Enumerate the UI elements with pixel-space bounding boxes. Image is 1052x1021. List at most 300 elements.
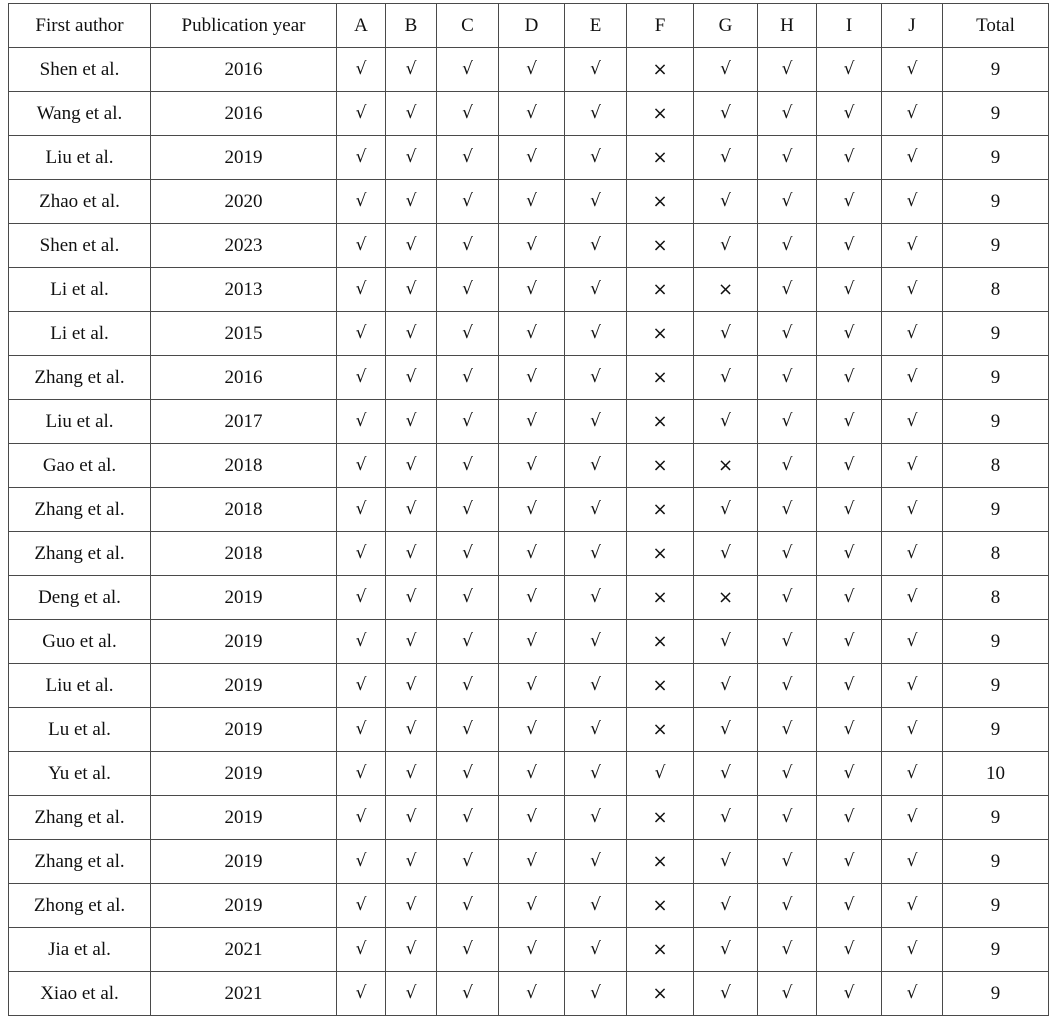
table-row [9,576,1049,620]
check-mark-icon-c: √ [437,356,499,400]
check-mark-icon-j: √ [882,444,943,488]
check-mark-icon-i: √ [817,928,882,972]
check-mark-icon-j: √ [882,576,943,620]
check-mark-icon-e: √ [565,620,627,664]
check-mark-icon-h: √ [758,532,817,576]
check-mark-icon-b: √ [386,752,437,796]
check-mark-icon-j: √ [882,488,943,532]
first-author-cell: Li et al. [9,312,151,356]
check-mark-icon-i: √ [817,532,882,576]
check-mark-icon-a: √ [337,752,386,796]
check-mark-icon-b: √ [386,48,437,92]
header-criterion-h: H [758,4,817,48]
header-criterion-f: F [627,4,694,48]
check-mark-icon-c: √ [437,928,499,972]
check-mark-icon-h: √ [758,48,817,92]
check-mark-icon-a: √ [337,48,386,92]
publication-year-cell: 2019 [151,884,337,928]
check-mark-icon-d: √ [499,532,565,576]
cross-mark-icon-f: × [627,532,694,576]
check-mark-icon-g: √ [694,928,758,972]
check-mark-icon-g: √ [694,136,758,180]
check-mark-icon-a: √ [337,576,386,620]
check-mark-icon-d: √ [499,796,565,840]
check-mark-icon-e: √ [565,796,627,840]
check-mark-icon-e: √ [565,488,627,532]
publication-year-cell: 2016 [151,356,337,400]
check-mark-icon-d: √ [499,180,565,224]
table-row [9,796,1049,840]
check-mark-icon-h: √ [758,180,817,224]
check-mark-icon-j: √ [882,532,943,576]
check-mark-icon-d: √ [499,576,565,620]
total-score-cell: 9 [943,92,1049,136]
publication-year-cell: 2016 [151,48,337,92]
total-score-cell: 10 [943,752,1049,796]
check-mark-icon-g: √ [694,752,758,796]
check-mark-icon-d: √ [499,268,565,312]
total-score-cell: 9 [943,708,1049,752]
check-mark-icon-c: √ [437,268,499,312]
check-mark-icon-b: √ [386,620,437,664]
total-score-cell: 9 [943,312,1049,356]
total-score-cell: 8 [943,576,1049,620]
publication-year-cell: 2016 [151,92,337,136]
check-mark-icon-b: √ [386,356,437,400]
total-score-cell: 8 [943,532,1049,576]
check-mark-icon-i: √ [817,312,882,356]
cross-mark-icon-f: × [627,620,694,664]
cross-mark-icon-f: × [627,576,694,620]
first-author-cell: Jia et al. [9,928,151,972]
check-mark-icon-b: √ [386,840,437,884]
total-score-cell: 9 [943,488,1049,532]
check-mark-icon-d: √ [499,92,565,136]
check-mark-icon-g: √ [694,180,758,224]
check-mark-icon-h: √ [758,664,817,708]
cross-mark-icon-f: × [627,444,694,488]
table-row [9,752,1049,796]
check-mark-icon-c: √ [437,180,499,224]
cross-mark-icon-f: × [627,312,694,356]
check-mark-icon-e: √ [565,884,627,928]
check-mark-icon-g: √ [694,708,758,752]
check-mark-icon-i: √ [817,444,882,488]
table-row [9,268,1049,312]
check-mark-icon-j: √ [882,136,943,180]
check-mark-icon-j: √ [882,312,943,356]
table-row [9,840,1049,884]
check-mark-icon-e: √ [565,356,627,400]
check-mark-icon-a: √ [337,92,386,136]
cross-mark-icon-f: × [627,884,694,928]
check-mark-icon-i: √ [817,576,882,620]
total-score-cell: 8 [943,268,1049,312]
check-mark-icon-a: √ [337,928,386,972]
first-author-cell: Zhang et al. [9,840,151,884]
cross-mark-icon-f: × [627,224,694,268]
check-mark-icon-i: √ [817,972,882,1016]
publication-year-cell: 2018 [151,444,337,488]
cross-mark-icon-g: × [694,268,758,312]
publication-year-cell: 2021 [151,928,337,972]
check-mark-icon-d: √ [499,400,565,444]
check-mark-icon-g: √ [694,92,758,136]
check-mark-icon-b: √ [386,972,437,1016]
cross-mark-icon-f: × [627,488,694,532]
check-mark-icon-j: √ [882,180,943,224]
first-author-cell: Li et al. [9,268,151,312]
publication-year-cell: 2021 [151,972,337,1016]
check-mark-icon-b: √ [386,664,437,708]
publication-year-cell: 2019 [151,752,337,796]
check-mark-icon-j: √ [882,224,943,268]
check-mark-icon-b: √ [386,180,437,224]
total-score-cell: 9 [943,796,1049,840]
table-row [9,444,1049,488]
total-score-cell: 9 [943,356,1049,400]
total-score-cell: 9 [943,400,1049,444]
total-score-cell: 8 [943,444,1049,488]
check-mark-icon-c: √ [437,840,499,884]
cross-mark-icon-f: × [627,664,694,708]
header-row [9,4,1049,48]
check-mark-icon-b: √ [386,884,437,928]
check-mark-icon-i: √ [817,752,882,796]
total-score-cell: 9 [943,840,1049,884]
total-score-cell: 9 [943,884,1049,928]
check-mark-icon-h: √ [758,840,817,884]
total-score-cell: 9 [943,972,1049,1016]
check-mark-icon-e: √ [565,312,627,356]
table-row [9,532,1049,576]
check-mark-icon-c: √ [437,972,499,1016]
check-mark-icon-e: √ [565,752,627,796]
check-mark-icon-j: √ [882,840,943,884]
check-mark-icon-j: √ [882,752,943,796]
check-mark-icon-e: √ [565,268,627,312]
check-mark-icon-h: √ [758,356,817,400]
header-criterion-b: B [386,4,437,48]
table-row [9,972,1049,1016]
first-author-cell: Zhang et al. [9,532,151,576]
check-mark-icon-h: √ [758,708,817,752]
check-mark-icon-g: √ [694,796,758,840]
check-mark-icon-g: √ [694,664,758,708]
check-mark-icon-h: √ [758,224,817,268]
check-mark-icon-h: √ [758,488,817,532]
check-mark-icon-i: √ [817,268,882,312]
table-row [9,400,1049,444]
check-mark-icon-i: √ [817,488,882,532]
first-author-cell: Zhang et al. [9,488,151,532]
check-mark-icon-h: √ [758,400,817,444]
check-mark-icon-j: √ [882,708,943,752]
publication-year-cell: 2019 [151,664,337,708]
check-mark-icon-e: √ [565,136,627,180]
total-score-cell: 9 [943,48,1049,92]
check-mark-icon-g: √ [694,884,758,928]
cross-mark-icon-f: × [627,972,694,1016]
check-mark-icon-j: √ [882,400,943,444]
check-mark-icon-c: √ [437,136,499,180]
check-mark-icon-g: √ [694,840,758,884]
check-mark-icon-d: √ [499,312,565,356]
check-mark-icon-i: √ [817,180,882,224]
publication-year-cell: 2019 [151,136,337,180]
check-mark-icon-a: √ [337,136,386,180]
check-mark-icon-b: √ [386,268,437,312]
check-mark-icon-e: √ [565,400,627,444]
check-mark-icon-j: √ [882,356,943,400]
publication-year-cell: 2019 [151,620,337,664]
publication-year-cell: 2013 [151,268,337,312]
table-row [9,708,1049,752]
check-mark-icon-d: √ [499,752,565,796]
table-row [9,928,1049,972]
cross-mark-icon-f: × [627,796,694,840]
check-mark-icon-e: √ [565,708,627,752]
cross-mark-icon-f: × [627,840,694,884]
check-mark-icon-i: √ [817,92,882,136]
check-mark-icon-c: √ [437,796,499,840]
check-mark-icon-e: √ [565,664,627,708]
check-mark-icon-c: √ [437,92,499,136]
check-mark-icon-g: √ [694,532,758,576]
first-author-cell: Guo et al. [9,620,151,664]
check-mark-icon-c: √ [437,488,499,532]
publication-year-cell: 2018 [151,532,337,576]
check-mark-icon-a: √ [337,268,386,312]
check-mark-icon-i: √ [817,620,882,664]
total-score-cell: 9 [943,224,1049,268]
check-mark-icon-h: √ [758,972,817,1016]
check-mark-icon-c: √ [437,752,499,796]
cross-mark-icon-g: × [694,576,758,620]
check-mark-icon-c: √ [437,884,499,928]
publication-year-cell: 2019 [151,840,337,884]
check-mark-icon-c: √ [437,532,499,576]
check-mark-icon-c: √ [437,48,499,92]
check-mark-icon-a: √ [337,312,386,356]
check-mark-icon-i: √ [817,840,882,884]
table-row [9,48,1049,92]
check-mark-icon-h: √ [758,884,817,928]
check-mark-icon-a: √ [337,664,386,708]
check-mark-icon-c: √ [437,620,499,664]
first-author-cell: Liu et al. [9,664,151,708]
check-mark-icon-b: √ [386,400,437,444]
check-mark-icon-e: √ [565,928,627,972]
cross-mark-icon-f: × [627,92,694,136]
check-mark-icon-j: √ [882,972,943,1016]
check-mark-icon-h: √ [758,576,817,620]
header-total: Total [943,4,1049,48]
first-author-cell: Zhang et al. [9,356,151,400]
check-mark-icon-e: √ [565,224,627,268]
check-mark-icon-c: √ [437,576,499,620]
check-mark-icon-e: √ [565,180,627,224]
check-mark-icon-b: √ [386,796,437,840]
check-mark-icon-d: √ [499,48,565,92]
publication-year-cell: 2018 [151,488,337,532]
total-score-cell: 9 [943,136,1049,180]
first-author-cell: Liu et al. [9,136,151,180]
check-mark-icon-g: √ [694,312,758,356]
check-mark-icon-d: √ [499,840,565,884]
first-author-cell: Deng et al. [9,576,151,620]
publication-year-cell: 2023 [151,224,337,268]
first-author-cell: Xiao et al. [9,972,151,1016]
check-mark-icon-a: √ [337,356,386,400]
check-mark-icon-e: √ [565,532,627,576]
check-mark-icon-a: √ [337,444,386,488]
total-score-cell: 9 [943,180,1049,224]
publication-year-cell: 2015 [151,312,337,356]
check-mark-icon-g: √ [694,972,758,1016]
check-mark-icon-c: √ [437,708,499,752]
table-row [9,136,1049,180]
check-mark-icon-e: √ [565,48,627,92]
check-mark-icon-i: √ [817,400,882,444]
check-mark-icon-b: √ [386,224,437,268]
cross-mark-icon-f: × [627,268,694,312]
table-row [9,620,1049,664]
first-author-cell: Lu et al. [9,708,151,752]
check-mark-icon-a: √ [337,884,386,928]
check-mark-icon-g: √ [694,620,758,664]
check-mark-icon-e: √ [565,576,627,620]
check-mark-icon-e: √ [565,92,627,136]
check-mark-icon-e: √ [565,444,627,488]
check-mark-icon-h: √ [758,620,817,664]
check-mark-icon-a: √ [337,180,386,224]
header-publication-year: Publication year [151,4,337,48]
check-mark-icon-c: √ [437,664,499,708]
table-row [9,488,1049,532]
first-author-cell: Zhao et al. [9,180,151,224]
check-mark-icon-b: √ [386,532,437,576]
check-mark-icon-g: √ [694,48,758,92]
check-mark-icon-a: √ [337,620,386,664]
header-criterion-i: I [817,4,882,48]
check-mark-icon-b: √ [386,312,437,356]
check-mark-icon-b: √ [386,92,437,136]
cross-mark-icon-f: × [627,708,694,752]
check-mark-icon-a: √ [337,400,386,444]
check-mark-icon-c: √ [437,400,499,444]
check-mark-icon-j: √ [882,268,943,312]
check-mark-icon-b: √ [386,708,437,752]
table-row [9,224,1049,268]
check-mark-icon-j: √ [882,620,943,664]
total-score-cell: 9 [943,620,1049,664]
check-mark-icon-j: √ [882,48,943,92]
check-mark-icon-e: √ [565,972,627,1016]
check-mark-icon-b: √ [386,928,437,972]
check-mark-icon-h: √ [758,268,817,312]
check-mark-icon-b: √ [386,488,437,532]
cross-mark-icon-f: × [627,356,694,400]
first-author-cell: Liu et al. [9,400,151,444]
check-mark-icon-j: √ [882,796,943,840]
check-mark-icon-i: √ [817,884,882,928]
cross-mark-icon-f: × [627,400,694,444]
check-mark-icon-g: √ [694,224,758,268]
table-row [9,180,1049,224]
check-mark-icon-a: √ [337,840,386,884]
check-mark-icon-a: √ [337,532,386,576]
check-mark-icon-i: √ [817,796,882,840]
header-first-author: First author [9,4,151,48]
check-mark-icon-j: √ [882,884,943,928]
check-mark-icon-d: √ [499,620,565,664]
publication-year-cell: 2019 [151,796,337,840]
cross-mark-icon-f: × [627,136,694,180]
check-mark-icon-h: √ [758,312,817,356]
first-author-cell: Zhang et al. [9,796,151,840]
quality-assessment-table [8,3,1049,1016]
total-score-cell: 9 [943,928,1049,972]
header-criterion-a: A [337,4,386,48]
publication-year-cell: 2017 [151,400,337,444]
table-row [9,312,1049,356]
check-mark-icon-d: √ [499,884,565,928]
cross-mark-icon-f: × [627,48,694,92]
check-mark-icon-i: √ [817,356,882,400]
check-mark-icon-i: √ [817,708,882,752]
check-mark-icon-a: √ [337,224,386,268]
check-mark-icon-i: √ [817,224,882,268]
check-mark-icon-h: √ [758,136,817,180]
check-mark-icon-d: √ [499,664,565,708]
cross-mark-icon-f: × [627,928,694,972]
check-mark-icon-d: √ [499,356,565,400]
first-author-cell: Wang et al. [9,92,151,136]
publication-year-cell: 2019 [151,576,337,620]
cross-mark-icon-f: × [627,180,694,224]
check-mark-icon-b: √ [386,576,437,620]
publication-year-cell: 2020 [151,180,337,224]
check-mark-icon-g: √ [694,488,758,532]
header-criterion-j: J [882,4,943,48]
check-mark-icon-d: √ [499,972,565,1016]
check-mark-icon-j: √ [882,664,943,708]
table-row [9,92,1049,136]
check-mark-icon-a: √ [337,488,386,532]
header-criterion-g: G [694,4,758,48]
first-author-cell: Zhong et al. [9,884,151,928]
first-author-cell: Gao et al. [9,444,151,488]
total-score-cell: 9 [943,664,1049,708]
check-mark-icon-c: √ [437,444,499,488]
check-mark-icon-h: √ [758,92,817,136]
check-mark-icon-d: √ [499,136,565,180]
check-mark-icon-b: √ [386,136,437,180]
check-mark-icon-e: √ [565,840,627,884]
check-mark-icon-g: √ [694,400,758,444]
check-mark-icon-a: √ [337,972,386,1016]
header-criterion-e: E [565,4,627,48]
table-row [9,884,1049,928]
table-body [9,48,1049,1016]
first-author-cell: Shen et al. [9,224,151,268]
check-mark-icon-a: √ [337,708,386,752]
check-mark-icon-d: √ [499,444,565,488]
publication-year-cell: 2019 [151,708,337,752]
header-criterion-d: D [499,4,565,48]
cross-mark-icon-g: × [694,444,758,488]
